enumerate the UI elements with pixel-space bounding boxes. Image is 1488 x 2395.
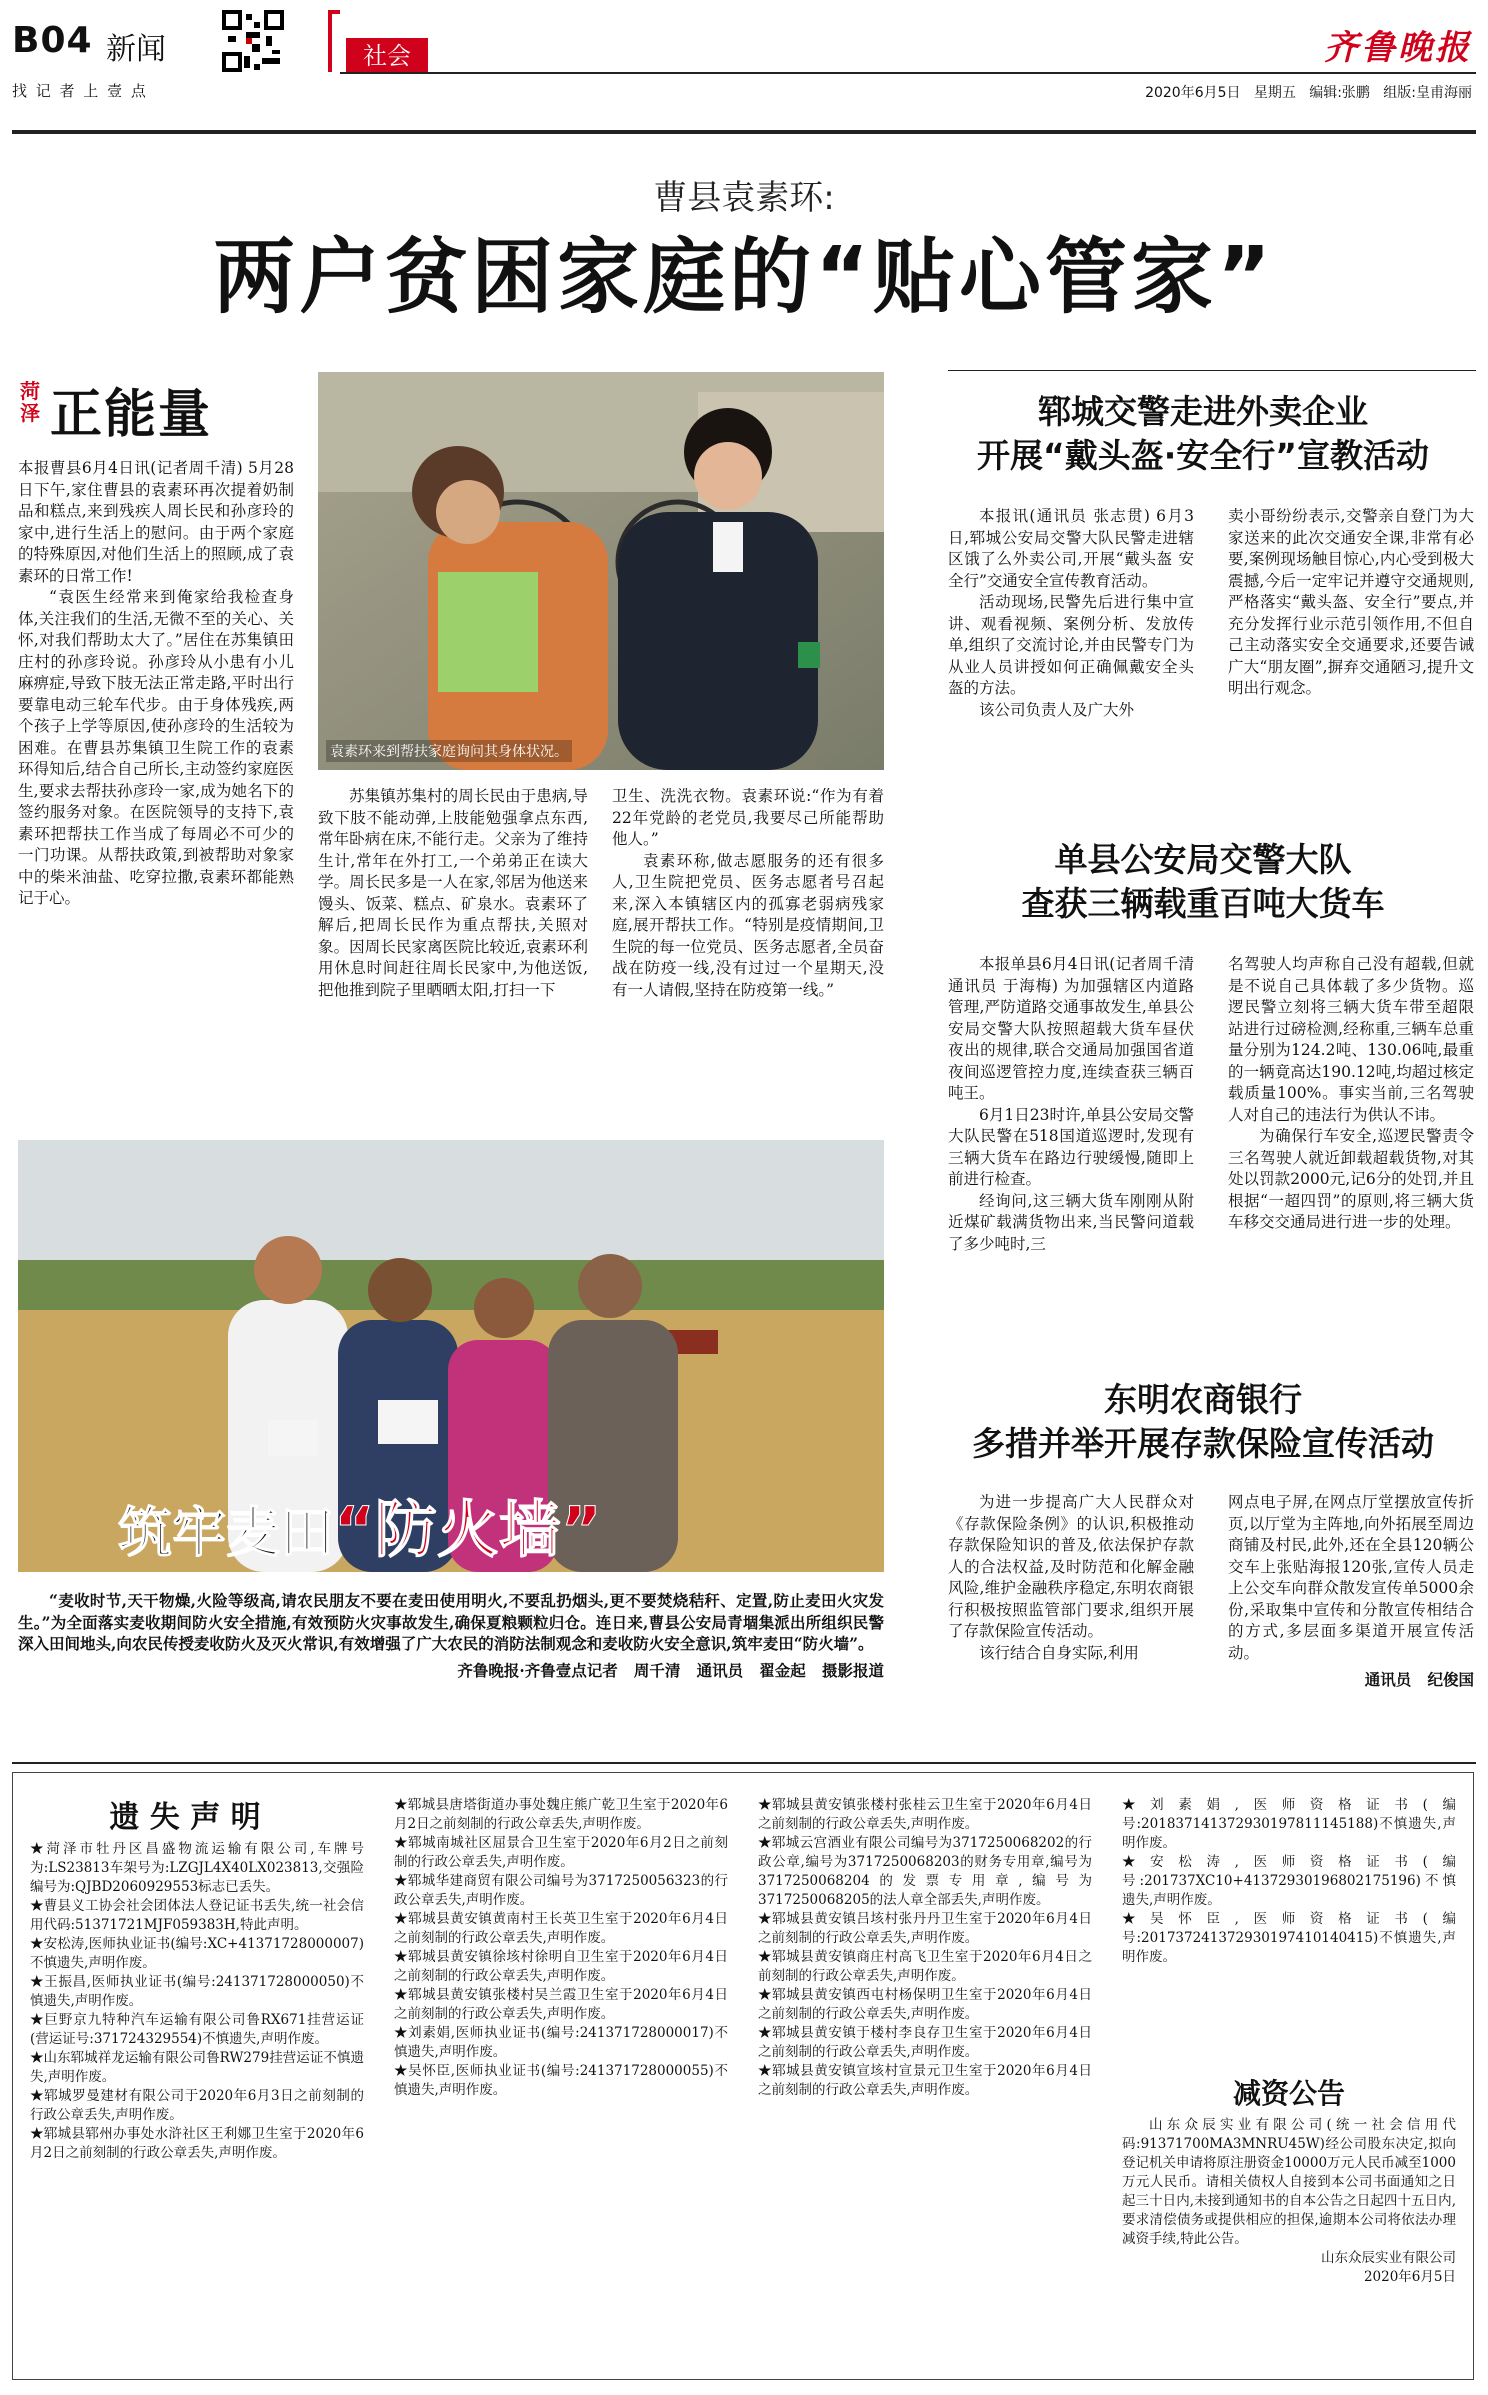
notices-top-rule xyxy=(12,1762,1476,1764)
story3-title-2: 查获三辆载重百吨大货车 xyxy=(1021,884,1385,923)
logo-small: 菏泽 xyxy=(20,379,40,425)
notice-item: ★郓城县黄安镇张楼村吴兰霞卫生室于2020年6月4日之前刻制的行政公章丢失,声明作废。 xyxy=(394,1987,728,2022)
story2-col-1 xyxy=(948,506,1194,721)
notice-item: ★郓城县唐塔街道办事处魏庄熊广乾卫生室于2020年6月2日之前刻制的行政公章丢失,声明作废。 xyxy=(394,1797,728,1832)
story4-title xyxy=(930,1378,1476,1466)
field-photo-caption xyxy=(18,1590,884,1681)
notice-item: ★郓城云宫酒业有限公司编号为3717250068202的行政公章,编号为3717250068203的财务专用章,编号为3717250068204的发票专用章,编号为3717250068205的法人章全部丢失,声明作废。 xyxy=(758,1835,1092,1908)
story-para: 卖小哥纷纷表示,交警亲自登门为大家送来的此次交通安全课,非常有必要,案例现场触目惊心,内心受到极大震撼,今后一定牢记并遵守交通规则,严格落实“戴头盔、安全行”要点,并充分发挥行业示范引领作用,不但自己主动落实安全交通要求,还要告诫广大“朋友圈”,摒弃交通陋习,提升文明出行观念。 xyxy=(1228,507,1474,697)
channel-bracket xyxy=(328,10,340,72)
story-para: 本报单县6月4日讯(记者周千清 通讯员 于海梅) 为加强辖区内道路管理,严防道路交通事故发生,单县公安局交警大队按照超载大货车昼伏夜出的规律,联合交通局加强国省道夜间巡逻管控力度,连续查获三辆百吨王。 xyxy=(948,955,1194,1102)
story4-col1-text xyxy=(948,1492,1194,1664)
story2-col-2 xyxy=(1228,506,1474,700)
story4-title-1: 东明农商银行 xyxy=(1104,1380,1302,1419)
lead-col-3 xyxy=(612,786,884,1001)
logo-main: 正能量 xyxy=(50,385,213,445)
field-photo xyxy=(18,1140,884,1572)
lead-para: “袁医生经常来到俺家给我检查身体,关注我们的生活,无微不至的关心、关怀,对我们帮助太大了。”居住在苏集镇田庄村的孙彦玲说。孙彦玲从小患有小儿麻痹症,导致下肢无法正常走路,平时出行要靠电动三轮车代步。由于身体残疾,两个孩子上学等原因,使孙彦玲的生活较为困难。在曹县苏集镇卫生院工作的袁素环得知后,结合自己所长,主动签约家庭医生,要求去帮扶孙彦玲一家,成为她名下的签约服务对象。在医院领导的支持下,袁素环把帮扶工作当成了每周必不可少的一门功课。从帮扶政策,到被帮助对象家中的柴米油盐、吃穿拉撒,袁素环都能熟记于心。 xyxy=(18,588,294,907)
notices-title: 遗 失 声 明 xyxy=(109,1800,261,1835)
lead-headline: 两户贫困家庭的“贴心管家” xyxy=(213,230,1275,325)
notice-item: ★菏泽市牡丹区昌盛物流运输有限公司,车牌号为:LS23813车架号为:LZGJL4X40LX023813,交强险编号为:QJBD2060929553标志已丢失。 xyxy=(30,1841,364,1895)
reduce-capital-title: 减资公告 xyxy=(1232,2077,1345,2110)
notice-item: ★刘素娟,医师资格证书(编号:201837141372930197811145188)不慎遗失,声明作废。 xyxy=(1122,1797,1456,1851)
page-number: B04 xyxy=(12,20,93,61)
notice-item: ★郓城县黄安镇徐垓村徐明自卫生室于2020年6月4日之前刻制的行政公章丢失,声明作废。 xyxy=(394,1949,728,1984)
field-photo-overlay xyxy=(118,1480,602,1569)
story-para: 6月1日23时许,单县公安局交警大队民警在518国道巡逻时,发现有三辆大货车在路边行驶缓慢,随即上前进行检查。 xyxy=(948,1105,1194,1188)
story3-col-2 xyxy=(1228,954,1474,1234)
story-para: 经询问,这三辆大货车刚刚从附近煤矿载满货物出来,当民警问道载了多少吨时,三 xyxy=(948,1191,1194,1253)
notice-item: ★郓城县黄安镇张楼村张桂云卫生室于2020年6月4日之前刻制的行政公章丢失,声明作废。 xyxy=(758,1797,1092,1832)
notices-col-3 xyxy=(758,1796,1092,2100)
header-meta: 2020年6月5日 星期五 编辑:张鹏 组版:皇甫海丽 xyxy=(1145,85,1472,101)
lead-col-2 xyxy=(318,786,588,1001)
story3-col2-text xyxy=(1228,954,1474,1234)
lead-para: 苏集镇苏集村的周长民由于患病,导致下肢不能动弹,上肢能勉强拿点东西,常年卧病在床,不能行走。父亲为了维持生计,常年在外打工,一个弟弟正在读大学。周长民多是一人在家,邻居为他送来馒头、饭菜、糕点、矿泉水。袁素环了解后,把周长民作为重点帮扶,关照对象。因周长民家离医院比较近,袁素环利用休息时间赶往周长民家中,为他送饭,把他推到院子里晒晒太阳,打扫一下 xyxy=(318,787,588,999)
story-para: 该行结合自身实际,利用 xyxy=(979,1643,1139,1662)
story-para: 为确保行车安全,巡逻民警责令三名驾驶人就近卸载超载货物,对其处以罚款2000元,记6分的处罚,并且根据“一超四罚”的原则,将三辆大货车移交交通局进行进一步的处理。 xyxy=(1228,1127,1474,1231)
overlay-text-red: “防火墙” xyxy=(334,1493,602,1566)
notice-item: ★郓城县郓州办事处水浒社区王利娜卫生室于2020年6月2日之前刻制的行政公章丢失,声明作废。 xyxy=(30,2126,364,2161)
story4-credit: 通讯员 纪俊国 xyxy=(1364,1670,1474,1689)
header-rule xyxy=(340,72,1476,74)
notice-item: ★郓城县黄安镇吕垓村张丹丹卫生室于2020年6月4日之前刻制的行政公章丢失,声明作废。 xyxy=(758,1911,1092,1946)
story-para: 网点电子屏,在网点厅堂摆放宣传折页,以厅堂为主阵地,向外拓展至周边商铺及村民,此外,还在全县120辆公交车上张贴海报120张,宣传人员走上公交车向群众散发宣传单5000余份,采取集中宣传和分散宣传相结合的方式,多层面多渠道开展宣传活动。 xyxy=(1228,1493,1474,1662)
story4-col-2 xyxy=(1228,1492,1474,1690)
story-para: 该公司负责人及广大外 xyxy=(979,700,1135,719)
story-para: 活动现场,民警先后进行集中宣讲、观看视频、案例分析、发放传单,组织了交流讨论,并由民警专门为从业人员讲授如何正确佩戴安全头盔的方法。 xyxy=(948,593,1194,697)
story2-col2-text xyxy=(1228,506,1474,700)
lead-col2-text xyxy=(318,786,588,1001)
notices-col-4 xyxy=(1122,1796,1456,1967)
field-caption-text xyxy=(18,1590,884,1655)
notice-item: ★吴怀臣,医师执业证书(编号:241371728000055)不慎遗失,声明作废。 xyxy=(394,2063,728,2098)
right-top-rule xyxy=(948,370,1476,371)
notice-item: ★郓城县黄安镇商庄村高飞卫生室于2020年6月4日之前刻制的行政公章丢失,声明作废。 xyxy=(758,1949,1092,1984)
notices-col-2 xyxy=(394,1796,728,2100)
story2-title-1: 郓城交警走进外卖企业 xyxy=(1038,392,1368,431)
story2-col1-text xyxy=(948,506,1194,721)
section-logo xyxy=(20,372,260,452)
notice-item: ★安松涛,医师执业证书(编号:XC+41371728000007)不慎遗失,声明作废。 xyxy=(30,1936,364,1971)
lead-para: 袁素环称,做志愿服务的还有很多人,卫生院把党员、医务志愿者号召起来,深入本镇辖区内的孤寡老弱病残家庭,展开帮扶工作。“特别是疫情期间,卫生院的每一位党员、医务志愿者,全员奋战在防疫一线,没有过过一个星期天,没有一人请假,坚持在防疫第一线。” xyxy=(612,851,884,999)
notice-item: ★巨野京九特种汽车运输有限公司鲁RX671挂营运证(营运证号:371724329554)不慎遗失,声明作废。 xyxy=(30,2012,364,2047)
field-photo-credit: 齐鲁晚报·齐鲁壹点记者 周千清 通讯员 翟金起 摄影报道 xyxy=(457,1660,884,1680)
reduce-capital-notice xyxy=(1122,2116,1456,2287)
caption-para: “麦收时节,天干物燥,火险等级高,请农民朋友不要在麦田使用明火,不要乱扔烟头,更不要焚烧秸秆、定置,防止麦田火灾发生。”为全面落实麦收期间防火安全措施,有效预防火灾事故发生,确保夏粮颗粒归仓。连日来,曹县公安局青堌集派出所组织民警深入田间地头,向农民传授麦收防火及灭火常识,有效增强了广大农民的消防法制观念和麦收防火安全意识,筑牢麦田“防火墙”。 xyxy=(18,1591,884,1653)
overlay-text: 筑牢麦田 xyxy=(118,1501,334,1564)
lead-col-1 xyxy=(18,458,294,910)
story4-col2-text xyxy=(1228,1492,1474,1664)
reduce-capital-body: 山东众辰实业有限公司(统一社会信用代码:91371700MA3MNRU45W)经公司股东决定,拟向登记机关申请将原注册资金10000万元人民币减至1000万元人民币。请相关债权人自接到本公司书面通知之日起三十日内,未接到通知书的自本公告之日起四十五日内,要求清偿债务或提供相应的担保,逾期本公司将依法办理减资手续,特此公告。 xyxy=(1122,2117,1456,2247)
reduce-capital-date: 2020年6月5日 xyxy=(1363,2269,1456,2285)
notice-item: ★王振昌,医师执业证书(编号:241371728000050)不慎遗失,声明作废。 xyxy=(30,1974,364,2009)
notice-item: ★郓城县黄安镇宣垓村宣景元卫生室于2020年6月4日之前刻制的行政公章丢失,声明作废。 xyxy=(758,2063,1092,2098)
lead-para: 本报曹县6月4日讯(记者周千清) 5月28日下午,家住曹县的袁素环再次提着奶制品和糕点,来到残疾人周长民和孙彦玲的家中,进行生活上的慰问。由于两个家庭的特殊原因,对他们生活上的照顾,成了袁素环的日常工作! xyxy=(18,459,294,585)
story3-title xyxy=(930,838,1476,926)
story3-title-1: 单县公安局交警大队 xyxy=(1054,840,1352,879)
qr-code-icon xyxy=(222,10,284,72)
notice-item: ★郓城华建商贸有限公司编号为371725005632​3的行政公章丢失,声明作废。 xyxy=(394,1873,728,1908)
lead-col1-text xyxy=(18,458,294,910)
notice-item: ★郓城县黄安镇黄南村王长英卫生室于2020年6月4日之前刻制的行政公章丢失,声明作废。 xyxy=(394,1911,728,1946)
story-para: 为进一步提高广大人民群众对《存款保险条例》的认识,积极推动存款保险知识的普及,依法保护存款人的合法权益,及时防范和化解金融风险,维护金融秩序稳定,东明农商银行积极按照监管部门要求,组织开展了存款保险宣传活动。 xyxy=(948,1493,1194,1640)
header-slogan: 找 记 者 上 壹 点 xyxy=(12,82,148,100)
story2-title xyxy=(930,390,1476,478)
notices-col-1 xyxy=(30,1840,364,2163)
masthead-logo: 齐鲁晚报 xyxy=(1324,28,1472,68)
lead-para: 卫生、洗洗衣物。袁素环说:“作为有着22年党龄的老党员,我要尽己所能帮助他人。” xyxy=(612,787,884,848)
notice-item: ★吴怀臣,医师资格证书(编号:201737241372930197410140415)不慎遗失,声明作废。 xyxy=(1122,1911,1456,1965)
story3-col-1 xyxy=(948,954,1194,1255)
story4-col-1 xyxy=(948,1492,1194,1664)
notice-item: ★安松涛,医师资格证书(编号:201737XC10+413729301968​02175196)不慎遗失,声明作废。 xyxy=(1122,1854,1456,1908)
story2-title-2: 开展“戴头盔·安全行”宣教活动 xyxy=(977,436,1429,475)
lead-photo xyxy=(318,372,884,770)
top-thick-rule xyxy=(12,130,1476,134)
story-para: 本报讯(通讯员 张志贯) 6月3日,郓城公安局交警大队民警走进辖区饿了么外卖公司,开展“戴头盔 安全行”交通安全宣传教育活动。 xyxy=(948,507,1194,590)
notice-item: ★郓城县黄安镇于楼村李良存卫生室于2020年6月4日之前刻制的行政公章丢失,声明作废。 xyxy=(758,2025,1092,2060)
lead-photo-caption: 袁素环来到帮扶家庭询问其身体状况。 xyxy=(326,740,572,762)
lead-kicker: 曹县袁素环: xyxy=(653,178,835,218)
lead-col3-text xyxy=(612,786,884,1001)
notice-item: ★刘素娟,医师执业证书(编号:241371728000017)不慎遗失,声明作废。 xyxy=(394,2025,728,2060)
story-para: 名驾驶人均声称自己没有超载,但就是不说自己具体载了多少货物。巡逻民警立刻将三辆大货车带至超限站进行过磅检测,经称重,三辆车总重量分别为124.2吨、130.06吨,最重的一辆竟高达190.12吨,均超过核定载质量100%。事实当前,三名驾驶人对自己的违法行为供认不讳。 xyxy=(1228,955,1474,1124)
section-name: 新闻 xyxy=(106,32,166,67)
notice-item: ★曹县义工协会社会团体法人登记证书丢失,统一社会信用代码:51371721MJF059383H,特此声明。 xyxy=(30,1898,364,1933)
notice-item: ★山东郓城祥龙运输有限公司鲁RW279挂营运证不慎遗失,声明作废。 xyxy=(30,2050,364,2085)
channel-tab: 社会 xyxy=(346,38,428,74)
reduce-capital-sign: 山东众辰实业有限公司 xyxy=(1321,2250,1456,2266)
notice-item: ★郓城南城社区屈景合卫生室于2020年6月2日之前刻制的行政公章丢失,声明作废。 xyxy=(394,1835,728,1870)
story4-title-2: 多措并举开展存款保险宣传活动 xyxy=(972,1424,1434,1463)
notice-item: ★郓城罗曼建材有限公司于2020年6月3日之前刻制的行政公章丢失,声明作废。 xyxy=(30,2088,364,2123)
notice-item: ★郓城县黄安镇西屯村杨保明卫生室于2020年6月4日之前刻制的行政公章丢失,声明作废。 xyxy=(758,1987,1092,2022)
story3-col1-text xyxy=(948,954,1194,1255)
